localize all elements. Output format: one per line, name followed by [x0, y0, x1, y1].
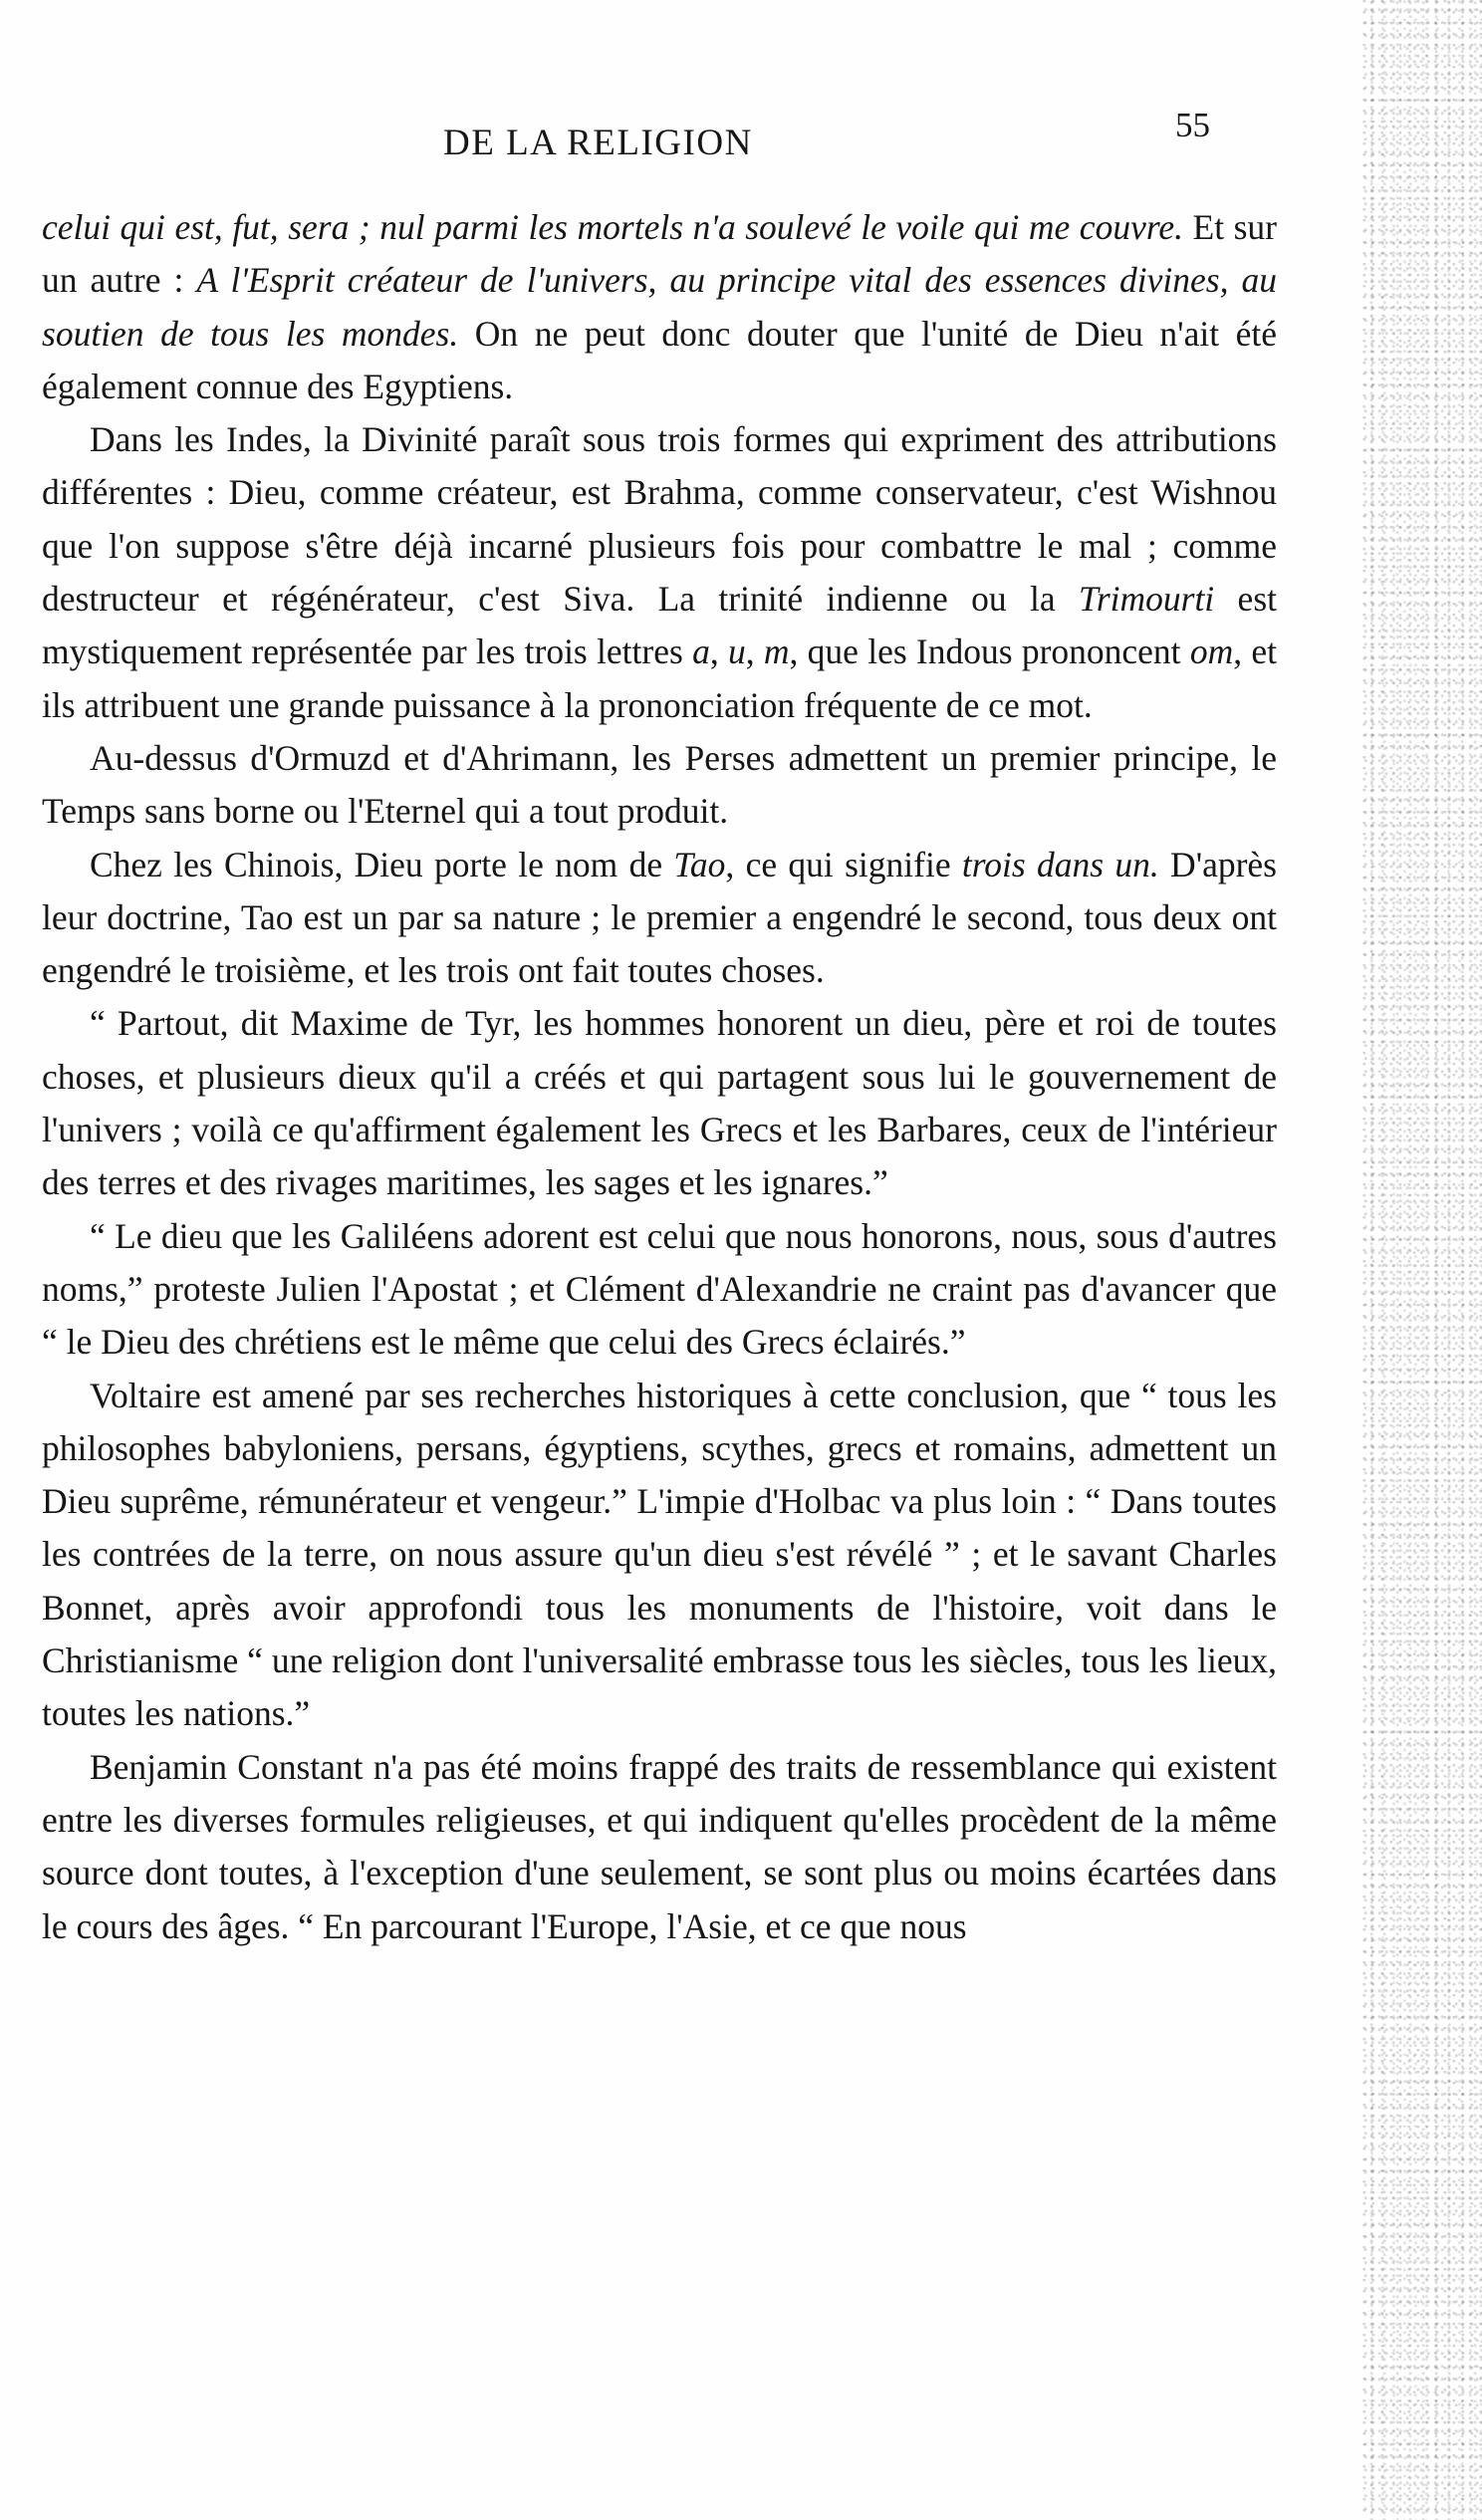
paragraph	[42, 413, 1277, 732]
scan-edge-noise	[1362, 0, 1482, 2520]
text-run: On ne peut donc douter que l'unité de Dieu n'ait été également connue des Egyptiens.	[42, 313, 1277, 406]
paragraph	[42, 997, 1277, 1209]
italic-text-run: u	[727, 631, 746, 672]
page-number: 55	[1175, 106, 1210, 144]
paragraph	[42, 732, 1277, 839]
text-run: ,	[745, 631, 764, 672]
text-run: “ Partout, dit Maxime de Tyr, les hommes honorent un dieu, père et roi de toutes choses, et plusieurs dieux qu'il a créés et qui partagent sous lui le gouvernement de l'univers ; voilà ce qu'affirment également les Grecs et les Barbares, ceux de l'intérieur des terres et des rivages maritimes, les sages et les ignares.”	[42, 1003, 1277, 1203]
text-run: “ Le dieu que les Galiléens adorent est celui que nous honorons, nous, sous d'autres noms,” proteste Julien l'Apostat ; et Clément d'Alexandrie ne craint pas d'avancer que “ le Dieu des chrétiens est le même que celui des Grecs éclairés.”	[42, 1215, 1277, 1363]
text-run: Voltaire est amené par ses recherches historiques à cette conclusion, que “ tous les philosophes babyloniens, persans, égyptiens, scythes, grecs et romains, admettent un Dieu suprême, rémunérateur et vengeur.” L'impie d'Holbac va plus loin : “ Dans toutes les contrées de la terre, on nous assure qu'un dieu s'est révélé ” ; et le savant Charles Bonnet, après avoir approfondi tous les monuments de l'histoire, voit dans le Christianisme “ une religion dont l'universalité embrasse tous les siècles, tous les lieux, toutes les nations.”	[42, 1375, 1277, 1734]
text-run: Chez les Chinois, Dieu porte le nom de	[90, 844, 674, 884]
italic-text-run: Trimourti	[1079, 579, 1215, 620]
paragraph	[42, 839, 1277, 998]
text-run: Benjamin Constant n'a pas été moins frappé des traits de ressemblance qui existent entre les diverses formules religieuses, et qui indiquent qu'elles procèdent de la même source dont toutes, à l'exception d'une seulement, se sont plus ou moins écartées dans le cours des âges. “ En parcourant l'Europe, l'Asie, et ce que nous	[42, 1746, 1277, 1946]
paragraph	[42, 1210, 1277, 1370]
italic-text-run: Tao	[673, 844, 726, 884]
italic-text-run: a	[692, 631, 710, 672]
page-header	[0, 106, 1355, 181]
paragraph	[42, 201, 1277, 413]
italic-text-run: m	[763, 631, 790, 672]
italic-text-run: trois dans un.	[961, 844, 1159, 884]
body-text	[42, 201, 1277, 1953]
italic-text-run: om	[1189, 631, 1234, 672]
text-run: , et ils attribuent une grande puissance à la prononciation fréquente de ce mot.	[42, 631, 1277, 725]
paragraph	[42, 1370, 1277, 1741]
text-run: Et sur un autre :	[42, 207, 1277, 301]
text-run: Dans les Indes, la Divinité paraît sous trois formes qui expriment des attributions différentes : Dieu, comme créateur, est Brahma, comme conservateur, c'est Wishnou que l'on suppose s'être déjà incarné plusieurs fois pour combattre le mal ; comme destructeur et régénérateur, c'est Siva. La trinité indienne ou la	[42, 419, 1277, 620]
text-run: , que les Indous prononcent	[789, 631, 1190, 672]
text-run: D'après leur doctrine, Tao est un par sa nature ; le premier a engendré le second, tous deux ont engendré le troisième, et les trois ont fait toutes choses.	[42, 844, 1277, 991]
paragraph	[42, 1741, 1277, 1953]
italic-text-run: celui qui est, fut, sera ; nul parmi les mortels n'a soulevé le voile qui me couvre.	[42, 207, 1183, 247]
text-run: ,	[709, 631, 728, 672]
text-run: est mystiquement représentée par les trois lettres	[42, 579, 1277, 672]
text-run: , ce qui signifie	[725, 844, 962, 884]
italic-text-run: A l'Esprit créateur de l'univers, au principe vital des essences divines, au soutien de tous les mondes.	[42, 260, 1277, 354]
running-title: DE LA RELIGION	[443, 123, 753, 163]
text-run: Au-dessus d'Ormuzd et d'Ahrimann, les Perses admettent un premier principe, le Temps sans borne ou l'Eternel qui a tout produit.	[42, 737, 1277, 832]
